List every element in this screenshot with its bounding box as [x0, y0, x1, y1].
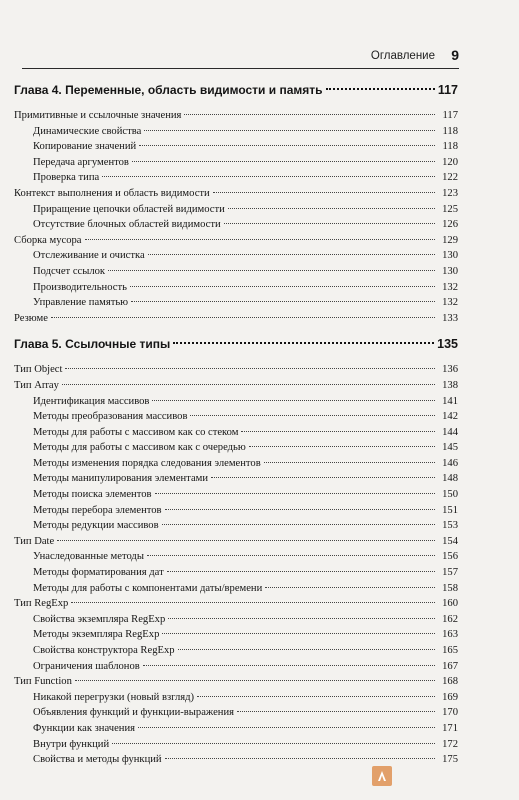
toc-entry-page: 118	[442, 141, 458, 153]
toc-entry	[14, 674, 458, 690]
toc-entry-page: 171	[442, 722, 458, 734]
toc-entry-page: 132	[442, 297, 458, 309]
dot-leader	[190, 415, 435, 416]
toc-entry-title: Свойства конструктора RegExp	[33, 645, 175, 656]
toc-entry-title: Методы экземпляра RegExp	[33, 629, 160, 641]
toc-entry-page: 125	[442, 203, 458, 215]
toc-entry-title: Унаследованные методы	[33, 551, 144, 563]
toc-entry-title: Внутри функций	[33, 738, 110, 750]
page-number: 9	[451, 47, 459, 63]
dot-leader	[152, 400, 435, 401]
toc-entry-page: 132	[442, 281, 458, 293]
toc-entry-title: Методы манипулирования элементами	[33, 473, 209, 485]
dot-leader	[162, 524, 435, 525]
toc-entry-page: 167	[442, 660, 458, 672]
toc-entry-title: Свойства и методы функций	[33, 754, 162, 766]
toc-entry	[14, 295, 458, 311]
toc-entry	[14, 596, 458, 612]
toc-entry	[14, 108, 458, 124]
dot-leader	[108, 270, 435, 271]
toc-entry-title: Копирование значений	[33, 141, 137, 153]
dot-leader	[65, 368, 435, 369]
toc-entry-page: 130	[442, 265, 458, 277]
toc-entry-title: Методы перебора элементов	[33, 504, 162, 516]
toc-entry-title: Тип RegExp	[14, 598, 69, 610]
toc-entry-page: 168	[442, 676, 458, 688]
dot-leader	[228, 208, 435, 209]
dot-leader	[102, 176, 435, 177]
toc-entry-title: Динамические свойства	[33, 125, 142, 137]
toc-entry-page: 160	[442, 598, 458, 610]
table-of-contents	[14, 80, 458, 768]
dot-leader	[130, 286, 435, 287]
toc-entry	[14, 280, 458, 296]
toc-entry-title: Передача аргументов	[33, 156, 129, 168]
toc-entry-title: Отслеживание и очистка	[33, 250, 145, 262]
chapter-title: Глава 5. Ссылочные типы	[14, 337, 171, 352]
toc-entry	[14, 534, 458, 550]
toc-entry	[14, 690, 458, 706]
toc-entry-page: 126	[442, 219, 458, 231]
toc-entry	[14, 362, 458, 378]
toc-entry	[14, 643, 458, 659]
dot-leader	[224, 223, 435, 224]
toc-entry-title: Объявления функций и функции-выражения	[33, 707, 234, 719]
dot-leader	[112, 743, 435, 744]
dot-leader	[51, 317, 435, 318]
toc-entry	[14, 503, 458, 519]
dot-leader	[165, 758, 435, 759]
dot-leader	[265, 587, 435, 588]
toc-entry	[14, 378, 458, 394]
toc-entry-page: 150	[442, 489, 458, 501]
dot-leader	[71, 602, 435, 603]
toc-entry-page: 122	[442, 172, 458, 184]
toc-entry	[14, 659, 458, 675]
toc-entry-title: Методы для работы с массивом как с очередью	[33, 442, 246, 454]
toc-entry	[14, 581, 458, 597]
toc-entry	[14, 425, 458, 441]
toc-entry-title: Сборка мусора	[14, 234, 82, 246]
toc-entry	[14, 170, 458, 186]
toc-entry	[14, 202, 458, 218]
toc-entry	[14, 565, 458, 581]
toc-entry-title: Тип Array	[14, 379, 59, 391]
toc-entry-page: 156	[442, 551, 458, 563]
toc-entry-page: 153	[442, 520, 458, 532]
toc-entry	[14, 471, 458, 487]
toc-entry-page: 172	[442, 738, 458, 750]
dot-leader	[167, 571, 435, 572]
toc-entry	[14, 186, 458, 202]
dot-leader	[132, 161, 435, 162]
toc-entry-title: Приращение цепочки областей видимости	[33, 203, 225, 215]
toc-entry-page: 148	[442, 473, 458, 485]
dot-leader	[241, 431, 435, 432]
toc-entry-page: 144	[442, 426, 458, 438]
toc-entry	[14, 627, 458, 643]
toc-entry	[14, 612, 458, 628]
toc-entry-page: 157	[442, 567, 458, 579]
toc-entry-page: 136	[442, 364, 458, 376]
toc-entry	[14, 456, 458, 472]
header-title: Оглавление	[370, 50, 435, 62]
toc-entry-title: Методы поиска элементов	[33, 489, 152, 501]
toc-entry-title: Методы для работы с массивом как со стеком	[33, 426, 239, 438]
chapter-page: 135	[437, 337, 458, 352]
toc-entry-title: Проверка типа	[33, 172, 100, 184]
dot-leader	[249, 446, 435, 447]
dot-leader	[173, 342, 434, 344]
toc-entry-title: Тип Function	[14, 676, 72, 688]
toc-entry-page: 138	[442, 379, 458, 391]
dot-leader	[213, 192, 435, 193]
toc-entry-title: Тип Object	[14, 364, 63, 376]
publisher-logo-icon	[372, 766, 392, 786]
dot-leader	[75, 680, 435, 681]
toc-entry	[14, 155, 458, 171]
toc-entry	[14, 264, 458, 280]
dot-leader	[264, 462, 435, 463]
toc-entry-page: 120	[442, 156, 458, 168]
dot-leader	[138, 727, 435, 728]
toc-entry-title: Свойства экземпляра RegExp	[33, 613, 166, 625]
dot-leader	[237, 711, 435, 712]
toc-entry-page: 170	[442, 707, 458, 719]
toc-entry-title: Никакой перегрузки (новый взгляд)	[33, 691, 195, 703]
toc-entry	[14, 737, 458, 753]
dot-leader	[62, 384, 435, 385]
chapter-heading	[14, 80, 458, 100]
chapter-heading	[14, 334, 458, 354]
toc-entry-page: 117	[442, 110, 458, 121]
toc-entry-page: 142	[442, 411, 458, 423]
toc-entry-page: 145	[442, 442, 458, 454]
dot-leader	[168, 618, 435, 619]
toc-entry-page: 141	[442, 395, 458, 407]
toc-entry-page: 162	[442, 613, 458, 625]
dot-leader	[57, 540, 435, 541]
dot-leader	[211, 477, 435, 478]
toc-entry-page: 146	[442, 457, 458, 469]
dot-leader	[148, 254, 435, 255]
toc-entry-page: 129	[442, 234, 458, 246]
toc-entry-title: Методы изменения порядка следования элементов	[33, 457, 261, 469]
toc-entry-page: 133	[442, 312, 458, 324]
chapter-title: Глава 4. Переменные, область видимости и память	[14, 83, 323, 97]
running-header	[22, 47, 459, 69]
toc-entry	[14, 217, 458, 233]
toc-entry	[14, 409, 458, 425]
dot-leader	[144, 130, 435, 131]
dot-leader	[85, 239, 435, 240]
toc-entry-title: Резюме	[14, 312, 48, 324]
dot-leader	[326, 88, 435, 90]
toc-entry-title: Методы для работы с компонентами даты/времени	[33, 582, 263, 594]
toc-entry	[14, 139, 458, 155]
toc-entry-page: 154	[442, 535, 458, 547]
toc-entry-page: 169	[442, 691, 458, 703]
dot-leader	[147, 555, 435, 556]
toc-entry	[14, 705, 458, 721]
toc-entry-page: 118	[442, 125, 458, 137]
toc-entry	[14, 440, 458, 456]
chapter-page: 117	[437, 83, 458, 97]
dot-leader	[162, 633, 435, 634]
toc-entry-title: Идентификация массивов	[33, 395, 150, 407]
toc-entry-title: Управление памятью	[33, 297, 129, 309]
dot-leader	[155, 493, 435, 494]
toc-entry	[14, 248, 458, 264]
toc-entry-title: Тип Date	[14, 535, 55, 547]
dot-leader	[143, 665, 435, 666]
toc-entry-title: Функции как значения	[33, 722, 135, 734]
dot-leader	[165, 509, 435, 510]
dot-leader	[131, 301, 435, 302]
toc-entry	[14, 721, 458, 737]
toc-entry-title: Производительность	[33, 281, 127, 293]
toc-entry-page: 123	[442, 187, 458, 199]
dot-leader	[139, 145, 435, 146]
dot-leader	[184, 114, 435, 115]
toc-entry	[14, 233, 458, 249]
toc-entry	[14, 311, 458, 327]
dot-leader	[197, 696, 435, 697]
toc-entry	[14, 518, 458, 534]
dot-leader	[178, 649, 435, 650]
toc-entry-title: Примитивные и ссылочные значения	[14, 110, 182, 121]
toc-entry-page: 175	[442, 754, 458, 766]
toc-entry-title: Отсутствие блочных областей видимости	[33, 219, 221, 231]
toc-entry	[14, 549, 458, 565]
toc-entry-title: Ограничения шаблонов	[33, 660, 140, 672]
toc-entry	[14, 124, 458, 140]
toc-entry-title: Методы форматирования дат	[33, 567, 164, 579]
toc-entry-title: Методы редукции массивов	[33, 520, 159, 532]
toc-entry-page: 163	[442, 629, 458, 641]
toc-entry-page: 130	[442, 250, 458, 262]
toc-entry-title: Подсчет ссылок	[33, 265, 106, 277]
toc-entry	[14, 487, 458, 503]
toc-entry-page: 158	[442, 582, 458, 594]
toc-entry-page: 165	[442, 645, 458, 656]
toc-entry-title: Контекст выполнения и область видимости	[14, 187, 210, 199]
toc-entry	[14, 394, 458, 410]
toc-entry-page: 151	[442, 504, 458, 516]
toc-entry-title: Методы преобразования массивов	[33, 411, 188, 423]
